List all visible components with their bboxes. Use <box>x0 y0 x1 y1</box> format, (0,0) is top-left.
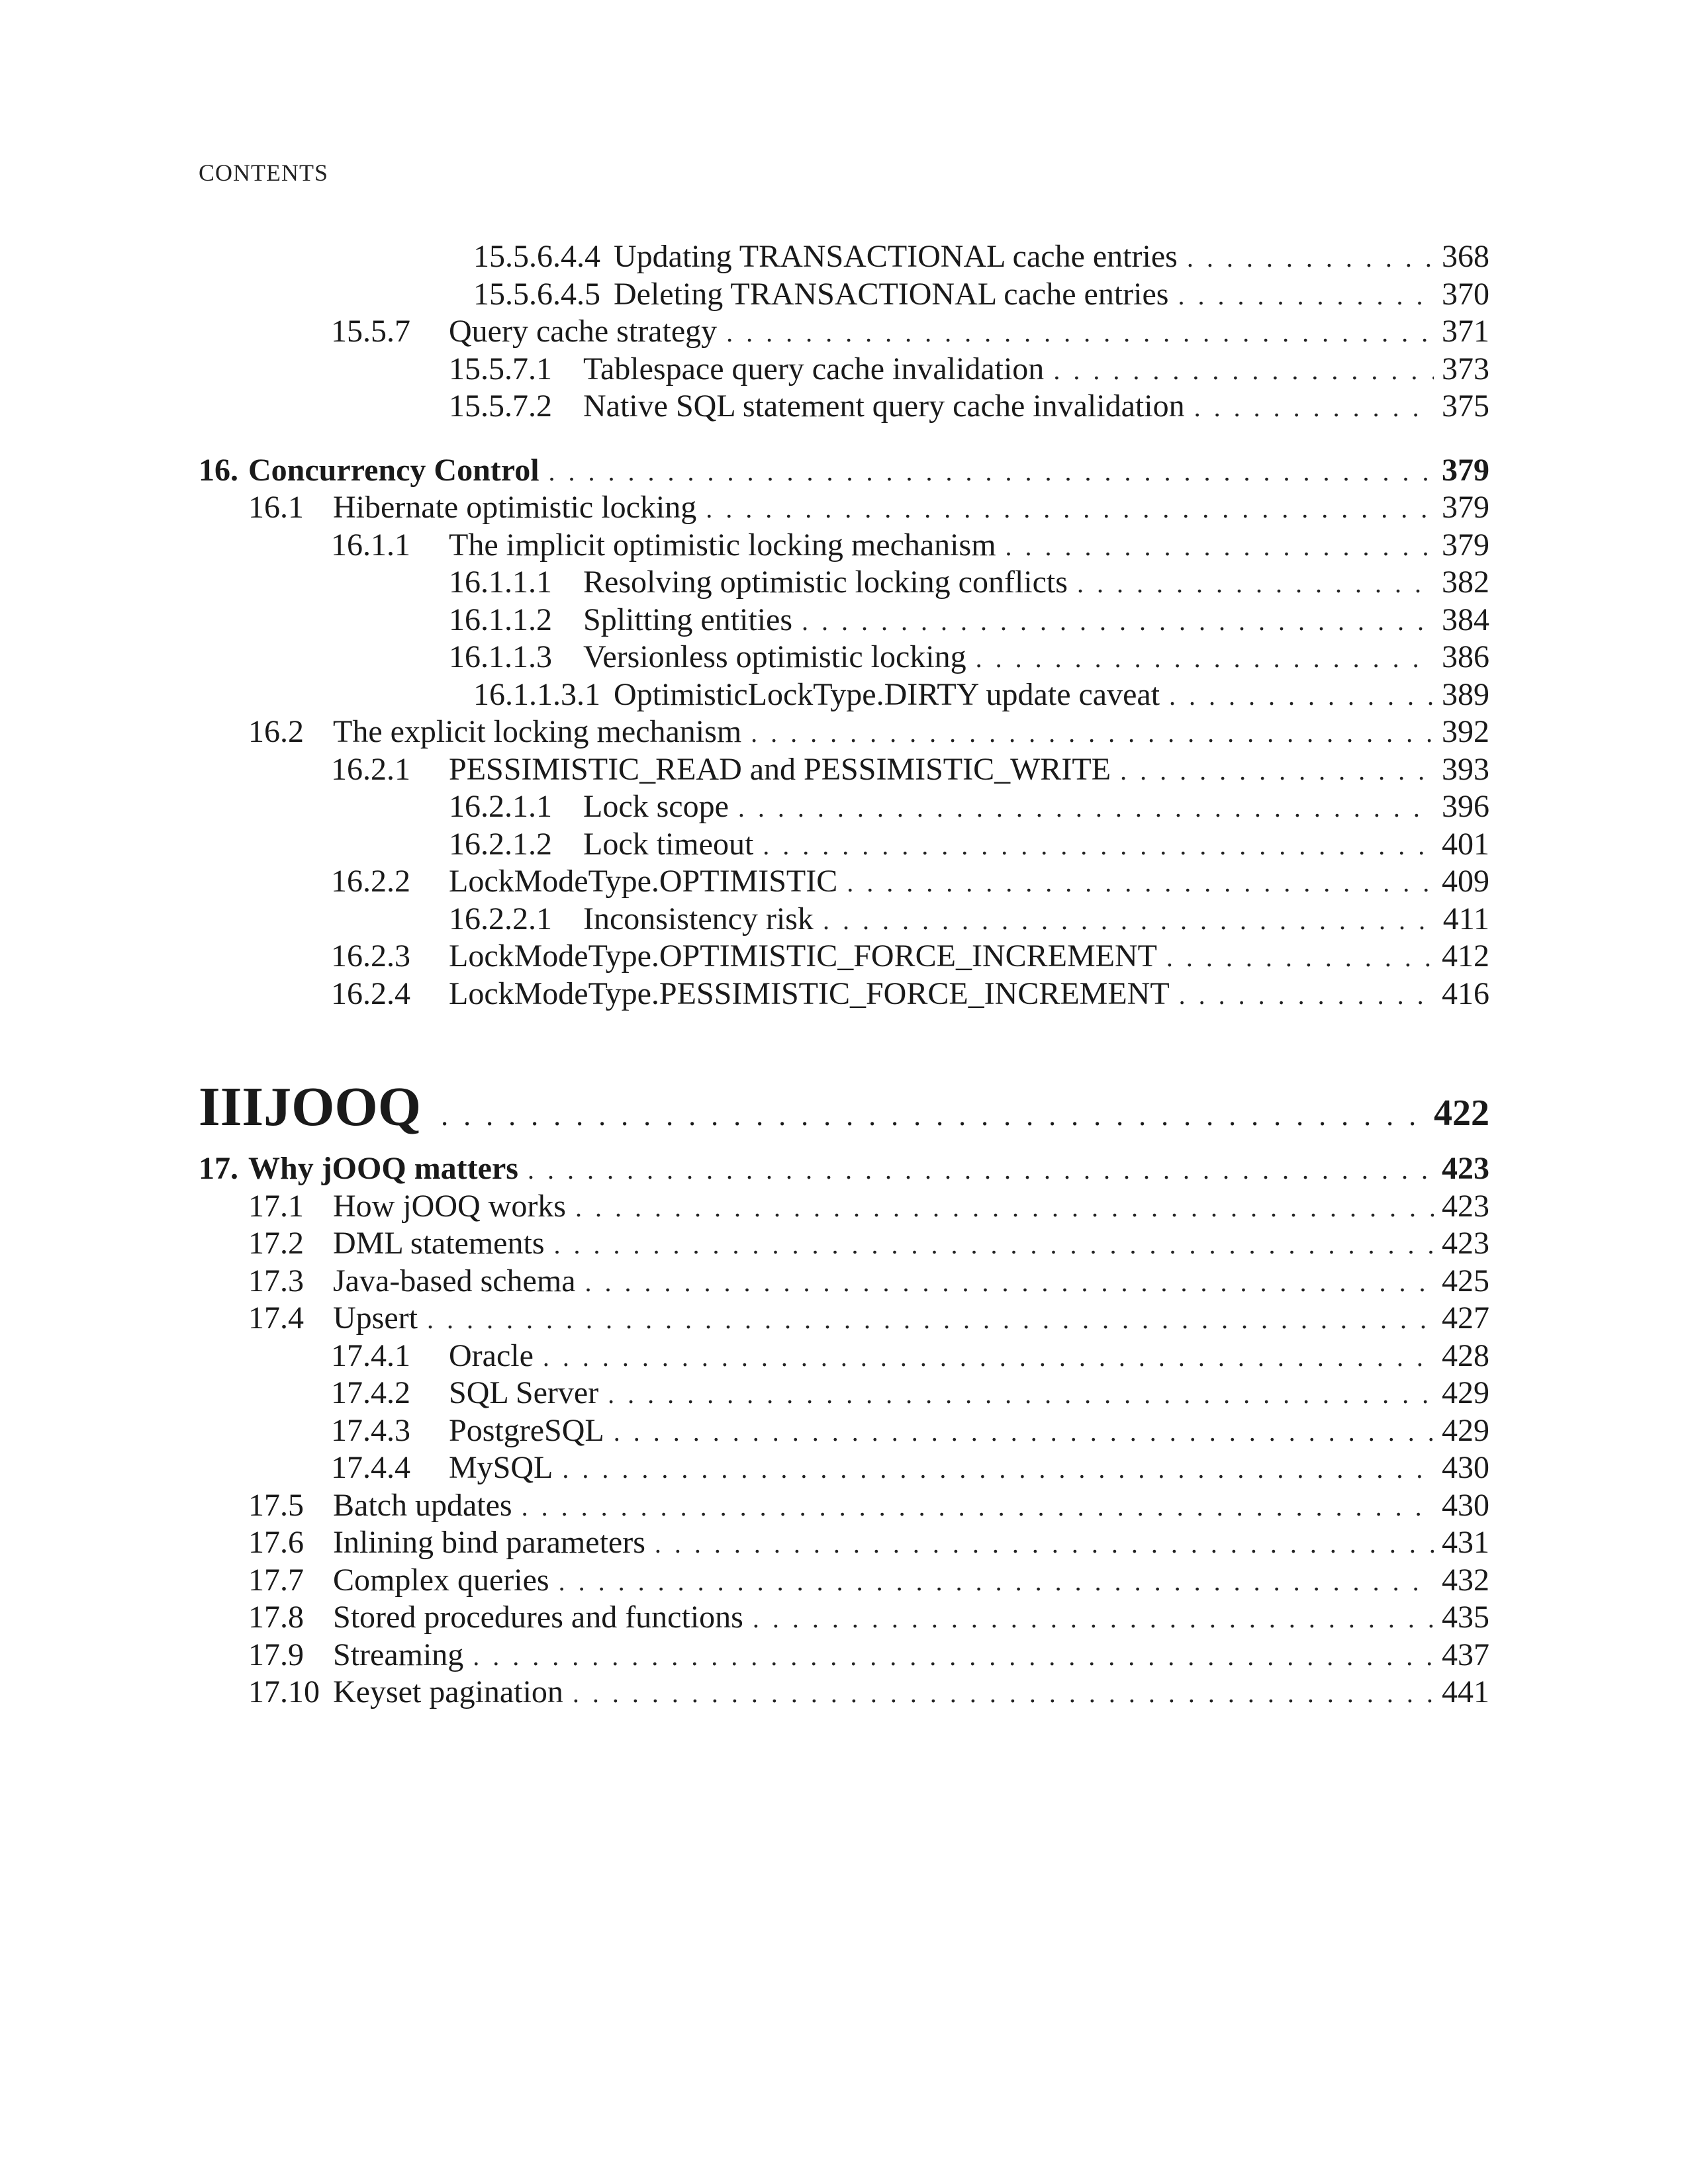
entry-number: 16.2.1.2 <box>449 826 552 862</box>
entry-number: 15.5.6.4.4 <box>473 239 600 274</box>
entry-number: 16.2.1 <box>331 751 410 787</box>
entry-title: Java-based schema <box>333 1263 576 1298</box>
toc-part-entry[interactable] <box>199 1064 1489 1150</box>
entry-title: LockModeType.PESSIMISTIC_FORCE_INCREMENT <box>449 976 1170 1011</box>
dot-leader <box>1178 277 1434 315</box>
toc-entry[interactable] <box>199 1338 1489 1375</box>
toc-entry[interactable] <box>199 276 1489 314</box>
dot-leader <box>1120 752 1434 790</box>
entry-title: Versionless optimistic locking <box>583 639 966 674</box>
dot-leader <box>528 1152 1434 1189</box>
entry-page-number: 430 <box>1442 1487 1489 1523</box>
toc-entry[interactable] <box>199 351 1489 388</box>
entry-page-number: 396 <box>1442 789 1489 824</box>
entry-number: 16.2.2 <box>331 864 410 899</box>
dot-leader <box>1077 565 1434 603</box>
entry-title: Tablespace query cache invalidation <box>583 351 1045 387</box>
entry-title: Concurrency Control <box>248 452 539 488</box>
entry-number: 15.5.7.2 <box>449 388 552 424</box>
entry-title: The implicit optimistic locking mechanism <box>449 527 996 563</box>
entry-title: Query cache strategy <box>449 314 718 349</box>
entry-page-number: 371 <box>1442 314 1489 349</box>
dot-leader <box>1187 240 1434 277</box>
entry-number: 16.1 <box>248 490 304 525</box>
entry-title: Oracle <box>449 1338 534 1373</box>
entry-page-number: 412 <box>1442 938 1489 974</box>
entry-number: 17.1 <box>248 1188 304 1224</box>
entry-number: 16.1.1 <box>331 527 410 563</box>
entry-page-number: 389 <box>1442 676 1489 712</box>
entry-title: DML statements <box>333 1226 545 1261</box>
toc-entry[interactable] <box>199 1487 1489 1525</box>
toc-entry[interactable] <box>199 1524 1489 1562</box>
entry-page-number: 379 <box>1442 452 1489 488</box>
entry-title: LockModeType.OPTIMISTIC_FORCE_INCREMENT <box>449 938 1157 974</box>
entry-number: 17.3 <box>248 1263 304 1298</box>
entry-number: 16.2 <box>248 714 304 749</box>
toc-entry[interactable] <box>199 751 1489 789</box>
entry-page-number: 370 <box>1442 276 1489 312</box>
entry-page-number: 392 <box>1442 714 1489 749</box>
entry-title: Lock scope <box>583 789 729 824</box>
toc-chapter-entry[interactable] <box>199 452 1489 490</box>
toc-entry[interactable] <box>199 1637 1489 1674</box>
entry-page-number: 368 <box>1442 239 1489 274</box>
toc-entry[interactable] <box>199 313 1489 351</box>
entry-page-number: 386 <box>1442 639 1489 674</box>
dot-leader <box>1179 977 1434 1015</box>
dot-leader <box>655 1525 1434 1563</box>
entry-page-number: 411 <box>1442 901 1489 936</box>
dot-leader <box>1006 528 1434 566</box>
toc-entry[interactable] <box>199 1449 1489 1487</box>
dot-leader <box>1166 939 1434 977</box>
toc-group-chapter-16 <box>199 452 1489 1013</box>
entry-number: 17. <box>199 1151 238 1186</box>
entry-title: Deleting TRANSACTIONAL cache entries <box>614 276 1169 312</box>
entry-number: 15.5.6.4.5 <box>473 276 600 312</box>
dot-leader <box>802 603 1434 641</box>
table-of-contents <box>199 238 1489 1711</box>
entry-title: Why jOOQ matters <box>248 1151 518 1186</box>
toc-chapter-entry[interactable] <box>199 1150 1489 1188</box>
dot-leader <box>543 1339 1434 1377</box>
dot-leader <box>559 1563 1434 1601</box>
entry-title: OptimisticLockType.DIRTY update caveat <box>614 676 1160 712</box>
entry-number: 17.4.4 <box>331 1450 410 1485</box>
dot-leader <box>847 864 1434 902</box>
toc-entry[interactable] <box>199 788 1489 826</box>
dot-leader <box>726 314 1434 352</box>
entry-page-number: 428 <box>1442 1338 1489 1373</box>
entry-title: Stored procedures and functions <box>333 1600 743 1635</box>
dot-leader <box>738 790 1434 827</box>
dot-leader <box>1053 352 1434 390</box>
running-head: CONTENTS <box>199 159 328 186</box>
part-title: JOOQ <box>263 1076 422 1138</box>
toc-entry[interactable] <box>199 564 1489 602</box>
dot-leader <box>575 1189 1434 1227</box>
entry-number: 17.2 <box>248 1226 304 1261</box>
entry-number: 16.2.4 <box>331 976 410 1011</box>
toc-entry[interactable] <box>199 676 1489 714</box>
entry-title: Batch updates <box>333 1487 512 1523</box>
entry-number: 17.6 <box>248 1525 304 1560</box>
entry-title: Upsert <box>333 1300 418 1336</box>
toc-entry[interactable] <box>199 826 1489 864</box>
entry-page-number: 382 <box>1442 565 1489 600</box>
toc-entry[interactable] <box>199 489 1489 527</box>
entry-title: Resolving optimistic locking conflicts <box>583 565 1068 600</box>
entry-number: 17.4.2 <box>331 1375 410 1410</box>
dot-leader <box>753 1600 1434 1638</box>
entry-number: 16.2.2.1 <box>449 901 552 936</box>
entry-title: PostgreSQL <box>449 1412 604 1448</box>
entry-title: How jOOQ works <box>333 1188 566 1224</box>
toc-entry[interactable] <box>199 1375 1489 1412</box>
entry-page-number: 437 <box>1442 1637 1489 1672</box>
entry-title: Lock timeout <box>583 826 754 862</box>
entry-title: PESSIMISTIC_READ and PESSIMISTIC_WRITE <box>449 751 1111 787</box>
toc-entry[interactable] <box>199 1263 1489 1300</box>
entry-number: 17.4.3 <box>331 1412 410 1448</box>
entry-title: Complex queries <box>333 1562 549 1598</box>
entry-number: 16.2.1.1 <box>449 789 552 824</box>
entry-title: MySQL <box>449 1450 553 1485</box>
entry-page-number: 384 <box>1442 602 1489 637</box>
entry-page-number: 416 <box>1442 976 1489 1011</box>
dot-leader <box>1169 678 1434 715</box>
toc-entry[interactable] <box>199 1300 1489 1338</box>
entry-page-number: 429 <box>1442 1375 1489 1410</box>
dot-leader <box>585 1264 1434 1302</box>
dot-leader <box>976 640 1434 678</box>
entry-number: 17.10 <box>248 1674 320 1709</box>
spacer <box>199 426 1489 452</box>
dot-leader <box>608 1376 1434 1414</box>
toc-entry[interactable] <box>199 1674 1489 1711</box>
toc-entry[interactable] <box>199 976 1489 1013</box>
dot-leader <box>1194 389 1434 427</box>
toc-entry[interactable] <box>199 238 1489 276</box>
toc-entry[interactable] <box>199 1599 1489 1637</box>
toc-entry[interactable] <box>199 901 1489 938</box>
entry-number: 17.4.1 <box>331 1338 410 1373</box>
entry-page-number: 379 <box>1442 490 1489 525</box>
entry-page-number: 435 <box>1442 1600 1489 1635</box>
toc-entry[interactable] <box>199 527 1489 565</box>
part-number: III <box>199 1076 264 1138</box>
entry-title: Hibernate optimistic locking <box>333 490 697 525</box>
entry-page-number: 393 <box>1442 751 1489 787</box>
entry-page-number: 409 <box>1442 864 1489 899</box>
entry-number: 17.5 <box>248 1487 304 1523</box>
toc-entry[interactable] <box>199 1188 1489 1226</box>
entry-title: LockModeType.OPTIMISTIC <box>449 864 838 899</box>
entry-page-number: 425 <box>1442 1263 1489 1298</box>
toc-entry[interactable] <box>199 1412 1489 1450</box>
entry-title: Keyset pagination <box>333 1674 563 1709</box>
entry-page-number: 401 <box>1442 826 1489 862</box>
dot-leader <box>763 827 1434 865</box>
dot-leader <box>549 453 1434 491</box>
entry-page-number: 379 <box>1442 527 1489 563</box>
entry-number: 16.1.1.3.1 <box>473 676 600 712</box>
dot-leader <box>473 1638 1434 1676</box>
part-page-number: 422 <box>1434 1093 1489 1134</box>
entry-page-number: 375 <box>1442 388 1489 424</box>
entry-number: 16.1.1.2 <box>449 602 552 637</box>
toc-entry[interactable] <box>199 1225 1489 1263</box>
entry-number: 17.8 <box>248 1600 304 1635</box>
entry-title: Streaming <box>333 1637 464 1672</box>
entry-title: Inlining bind parameters <box>333 1525 645 1560</box>
dot-leader <box>706 490 1434 528</box>
toc-group-chapter-17 <box>199 1150 1489 1711</box>
entry-page-number: 373 <box>1442 351 1489 387</box>
entry-page-number: 427 <box>1442 1300 1489 1336</box>
entry-number: 15.5.7.1 <box>449 351 552 387</box>
entry-number: 17.7 <box>248 1562 304 1598</box>
entry-number: 16.1.1.1 <box>449 565 552 600</box>
toc-entry[interactable] <box>199 602 1489 639</box>
entry-page-number: 423 <box>1442 1226 1489 1261</box>
dot-leader <box>562 1451 1434 1488</box>
toc-entry[interactable] <box>199 713 1489 751</box>
entry-page-number: 441 <box>1442 1674 1489 1709</box>
dot-leader <box>573 1675 1434 1713</box>
toc-entry[interactable] <box>199 938 1489 976</box>
entry-number: 17.4 <box>248 1300 304 1336</box>
spacer <box>199 1013 1489 1064</box>
dot-leader <box>427 1301 1434 1339</box>
toc-entry[interactable] <box>199 1562 1489 1600</box>
entry-page-number: 423 <box>1442 1151 1489 1186</box>
entry-title: Updating TRANSACTIONAL cache entries <box>614 239 1178 274</box>
dot-leader <box>441 1073 1427 1159</box>
entry-number: 16.2.3 <box>331 938 410 974</box>
entry-title: Native SQL statement query cache invalidation <box>583 388 1185 424</box>
entry-number: 16. <box>199 452 238 488</box>
entry-title: The explicit locking mechanism <box>333 714 742 749</box>
dot-leader <box>554 1226 1434 1264</box>
dot-leader <box>522 1488 1434 1526</box>
dot-leader <box>823 902 1435 940</box>
entry-title: Inconsistency risk <box>583 901 814 936</box>
dot-leader <box>614 1414 1434 1451</box>
entry-page-number: 423 <box>1442 1188 1489 1224</box>
entry-page-number: 431 <box>1442 1525 1489 1560</box>
toc-entry[interactable] <box>199 639 1489 676</box>
entry-page-number: 430 <box>1442 1450 1489 1485</box>
entry-number: 17.9 <box>248 1637 304 1672</box>
entry-title: SQL Server <box>449 1375 599 1410</box>
entry-page-number: 429 <box>1442 1412 1489 1448</box>
toc-entry[interactable] <box>199 863 1489 901</box>
toc-group-caching <box>199 238 1489 426</box>
dot-leader <box>751 715 1434 752</box>
entry-number: 15.5.7 <box>331 314 410 349</box>
entry-page-number: 432 <box>1442 1562 1489 1598</box>
entry-title: Splitting entities <box>583 602 793 637</box>
entry-number: 16.1.1.3 <box>449 639 552 674</box>
toc-entry[interactable] <box>199 388 1489 426</box>
